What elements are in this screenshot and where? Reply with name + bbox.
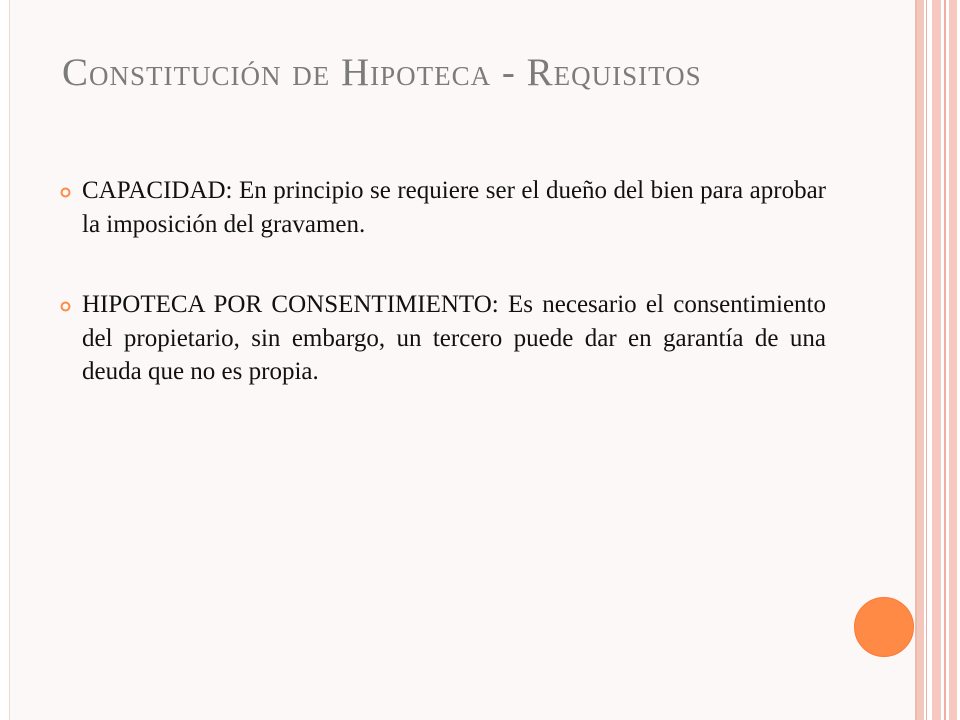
orange-circle-icon — [854, 597, 914, 657]
bullet-text: CAPACIDAD: En principio se requiere ser el dueño del bien para aprobar la imposición del gravamen. — [82, 177, 826, 238]
orange-ring-icon — [60, 187, 71, 198]
bullet-list — [60, 174, 826, 389]
orange-ring-icon — [60, 301, 71, 312]
bullet-text: HIPOTECA POR CONSENTIMIENTO: Es necesario el consentimiento del propietario, sin embargo, un tercero puede dar en garantía de una deuda que no es propia. — [82, 291, 826, 385]
right-stripes — [917, 0, 960, 720]
list-item — [60, 174, 826, 241]
page-title: Constitución de Hipoteca - Requisitos — [62, 51, 702, 94]
list-item — [60, 288, 826, 389]
